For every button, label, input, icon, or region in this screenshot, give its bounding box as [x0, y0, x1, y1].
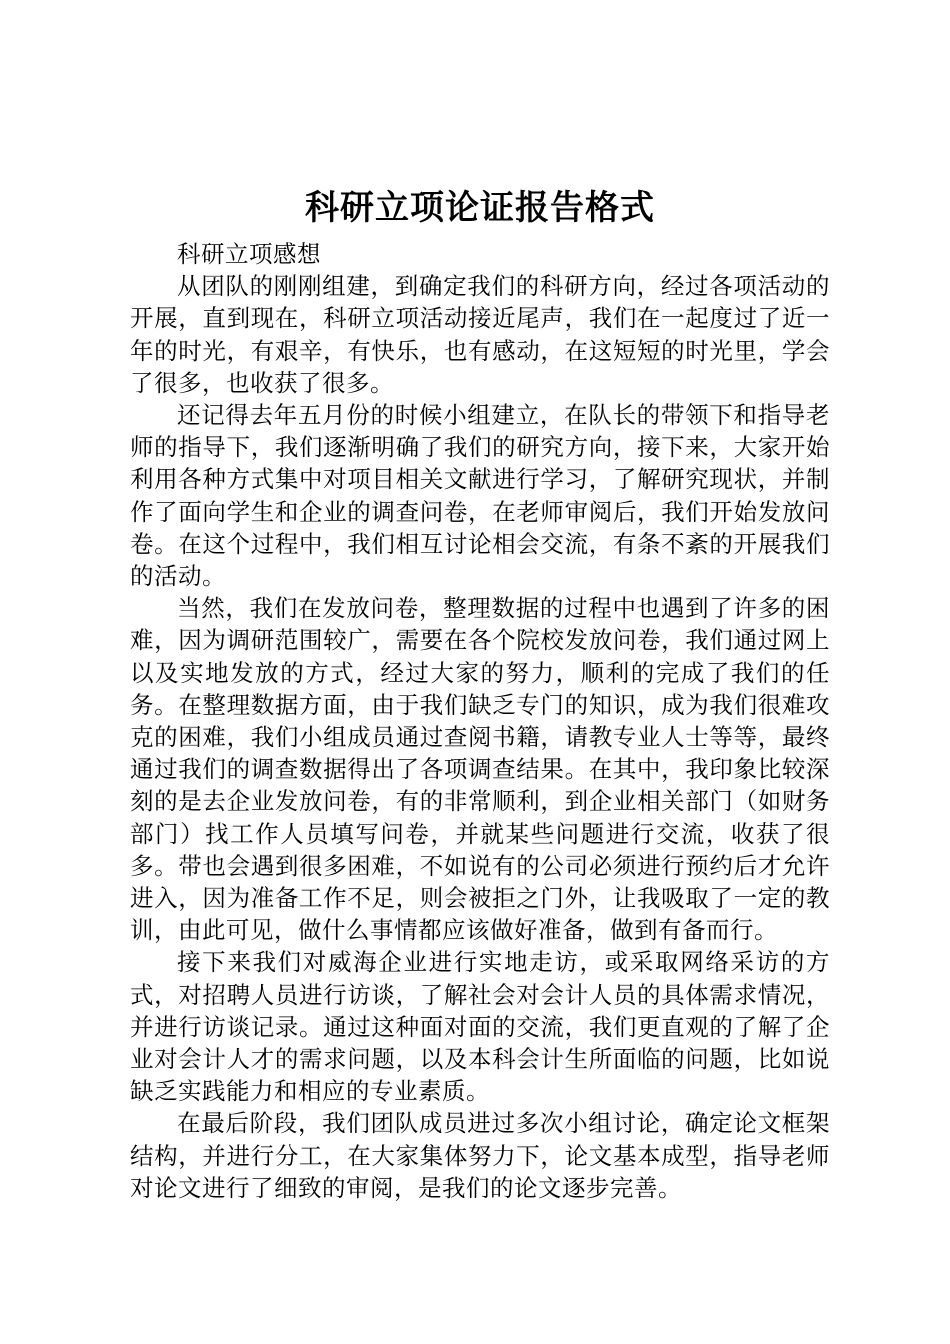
paragraph-2: 还记得去年五月份的时候小组建立，在队长的带领下和指导老师的指导下，我们逐渐明确了我们的研究方向，接下来，大家开始利用各种方式集中对项目相关文献进行学习，了解研究现状，并制作了面向学生和企业的调查问卷，在老师审阅后，我们开始发放问卷。在这个过程中，我们相互讨论相会交流，有条不紊的开展我们的活动。: [130, 401, 830, 591]
paragraph-5: 在最后阶段，我们团队成员进过多次小组讨论，确定论文框架结构，并进行分工，在大家集体努力下，论文基本成型，指导老师对论文进行了细致的审阅，是我们的论文逐步完善。: [130, 1109, 830, 1202]
paragraph-1: 从团队的刚刚组建，到确定我们的科研方向，经过各项活动的开展，直到现在，科研立项活动接近尾声，我们在一起度过了近一年的时光，有艰辛，有快乐，也有感动，在这短短的时光里，学会了很多，也收获了很多。: [130, 272, 830, 397]
document-title: 科研立项论证报告格式: [305, 188, 655, 228]
paragraph-subtitle: 科研立项感想: [177, 240, 321, 268]
paragraph-4: 接下来我们对威海企业进行实地走访，或采取网络采访的方式，对招聘人员进行访谈，了解社会对会计人员的具体需求情况，并进行访谈记录。通过这种面对面的交流，我们更直观的了解了企业对会计人才的需求问题，以及本科会计生所面临的问题，比如说缺乏实践能力和相应的专业素质。: [130, 948, 830, 1106]
document-page: [130, 182, 830, 1204]
paragraph-3: 当然，我们在发放问卷，整理数据的过程中也遇到了许多的困难，因为调研范围较广，需要在各个院校发放问卷，我们通过网上以及实地发放的方式，经过大家的努力，顺利的完成了我们的任务。在整理数据方面，由于我们缺乏专门的知识，成为我们很难攻克的困难，我们小组成员通过查阅书籍，请教专业人士等等，最终通过我们的调查数据得出了各项调查结果。在其中，我印象比较深刻的是去企业发放问卷，有的非常顺利，到企业相关部门（如财务部门）找工作人员填写问卷，并就某些问题进行交流，收获了很多。带也会遇到很多困难，不如说有的公司必须进行预约后才允许进入，因为准备工作不足，则会被拒之门外，让我吸取了一定的教训，由此可见，做什么事情都应该做好准备，做到有备而行。: [130, 594, 830, 945]
